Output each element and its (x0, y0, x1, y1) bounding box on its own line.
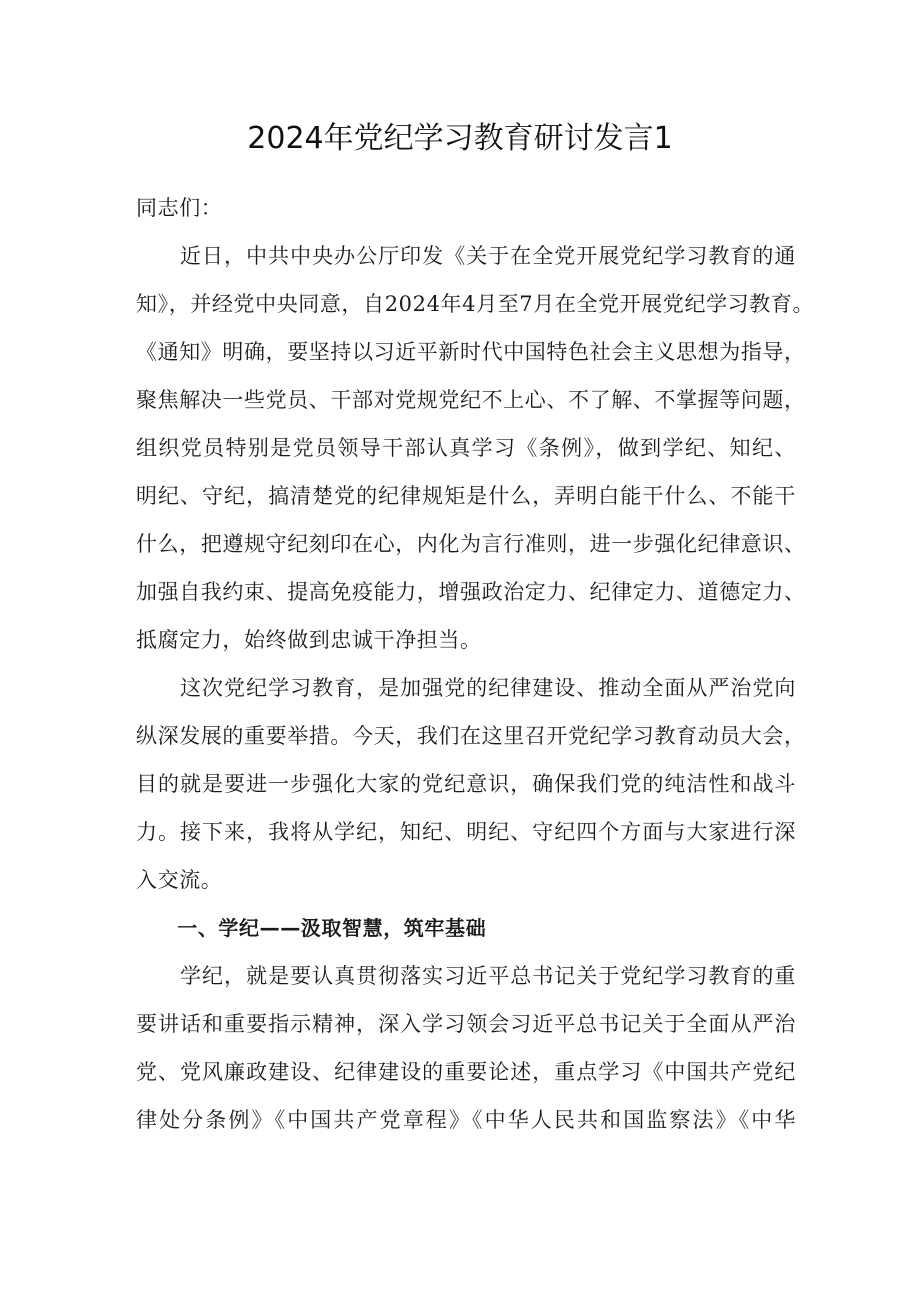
paragraph-line: 《通知》明确，要坚持以习近平新时代中国特色社会主义思想为指导， (136, 340, 806, 364)
document-title: 2024年党纪学习教育研讨发言1 (247, 121, 673, 156)
paragraph-line: 这次党纪学习教育，是加强党的纪律建设、推动全面从严治党向 (136, 676, 796, 700)
paragraph-line: 要讲话和重要指示精神，深入学习领会习近平总书记关于全面从严治 (136, 1012, 796, 1036)
paragraph-1 (136, 232, 815, 664)
paragraph-2 (136, 664, 806, 904)
paragraph-line: 聚焦解决一些党员、干部对党规党纪不上心、不了解、不掌握等问题， (136, 388, 806, 412)
paragraph-line: 加强自我约束、提高免疫能力，增强政治定力、纪律定力、道德定力、 (136, 580, 806, 604)
paragraph-3 (136, 952, 796, 1144)
paragraph-line: 知》，并经党中央同意，自2024年4月至7月在全党开展党纪学习教育。 (136, 292, 815, 316)
paragraph-line: 入交流。 (136, 868, 223, 892)
paragraph-line: 学纪，就是要认真贯彻落实习近平总书记关于党纪学习教育的重 (136, 964, 796, 988)
paragraph-line: 组织党员特别是党员领导干部认真学习《条例》，做到学纪、知纪、 (136, 436, 796, 460)
paragraph-line: 力。接下来，我将从学纪，知纪、明纪、守纪四个方面与大家进行深 (136, 820, 796, 844)
section-heading: 一、学纪——汲取智慧，筑牢基础 (136, 916, 487, 940)
paragraph-line: 目的就是要进一步强化大家的党纪意识，确保我们党的纯洁性和战斗 (136, 772, 796, 796)
document-body (136, 184, 815, 1144)
paragraph-line: 近日，中共中央办公厅印发《关于在全党开展党纪学习教育的通 (136, 244, 796, 268)
salutation: 同志们： (136, 196, 223, 220)
paragraph-line: 抵腐定力，始终做到忠诚干净担当。 (136, 628, 482, 652)
paragraph-line: 明纪、守纪，搞清楚党的纪律规矩是什么，弄明白能干什么、不能干 (136, 484, 796, 508)
paragraph-line: 党、党风廉政建设、纪律建设的重要论述，重点学习《中国共产党纪 (136, 1060, 796, 1084)
paragraph-line: 律处分条例》《中国共产党章程》《中华人民共和国监察法》《中华 (136, 1108, 796, 1132)
paragraph-line: 纵深发展的重要举措。今天，我们在这里召开党纪学习教育动员大会， (136, 724, 806, 748)
paragraph-line: 什么，把遵规守纪刻印在心，内化为言行准则，进一步强化纪律意识、 (136, 532, 806, 556)
